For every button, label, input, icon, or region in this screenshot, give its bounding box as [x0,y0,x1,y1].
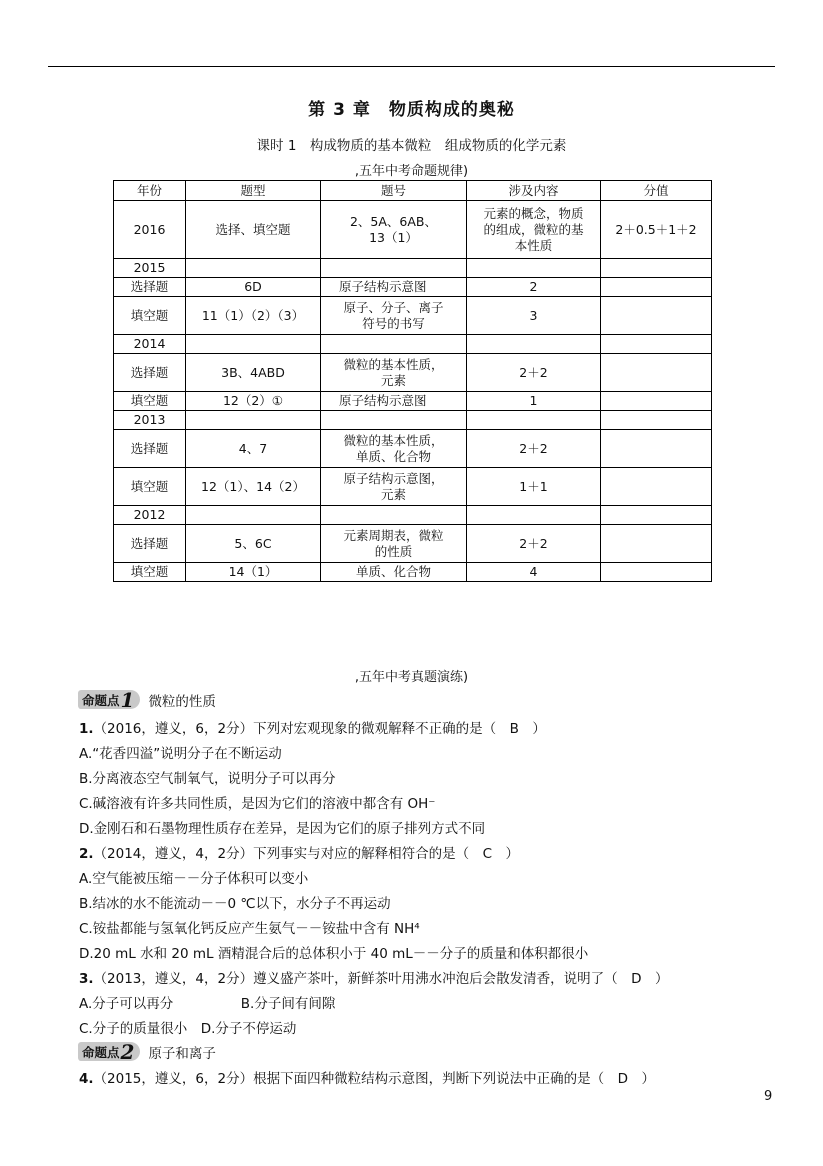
topic-badge-label: 命题点 [82,1044,120,1060]
table-cell: 2016 [114,201,186,259]
table-cell-year: 2012 [114,506,186,525]
table-row [114,563,712,582]
question-number: 4. [79,1071,94,1087]
table-cell [467,411,601,430]
table-row [114,278,712,297]
table-header-cell: 分值 [601,181,712,201]
table-cell [601,335,712,354]
table-cell: 原子结构示意图， 元素 [321,468,467,506]
table-cell [601,506,712,525]
table-cell: 6D [186,278,321,297]
option-2d: D.20 mL 水和 20 mL 酒精混合后的总体积小于 40 mL－－分子的质量和体积都很小 [79,946,589,962]
header-rule [48,66,775,67]
topic-badge-number: 2 [120,1039,135,1064]
table-cell: 选择题 [114,354,186,392]
table-cell [321,411,467,430]
table-cell: 选择题 [114,278,186,297]
table-row [114,392,712,411]
page-number: 9 [764,1089,773,1104]
question-number: 1. [79,721,94,737]
topic-tag-1 [78,687,216,712]
table-cell [467,259,601,278]
table-cell: 1＋1 [467,468,601,506]
table-header-cell: 题号 [321,181,467,201]
table-cell: 1 [467,392,601,411]
table-cell: 5、6C [186,525,321,563]
table-cell: 元素的概念，物质 的组成，微粒的基 本性质 [467,201,601,259]
option-3cd: C.分子的质量很小 D.分子不停运动 [79,1021,297,1037]
question-3 [79,967,668,987]
table-cell: 微粒的基本性质， 单质、化合物 [321,430,467,468]
table-cell-year: 2015 [114,259,186,278]
table-cell [186,259,321,278]
table-cell [186,411,321,430]
table-cell: 元素周期表，微粒 的性质 [321,525,467,563]
table-cell: 2＋2 [467,430,601,468]
table-row [114,525,712,563]
table-cell: 单质、化合物 [321,563,467,582]
question-number: 2. [79,846,94,862]
lesson-title: 课时 1 构成物质的基本微粒 组成物质的化学元素 [256,138,567,154]
table-cell [467,335,601,354]
question-2 [79,842,519,862]
topic-name: 微粒的性质 [148,693,216,710]
table-cell [186,506,321,525]
table-cell [601,297,712,335]
table-cell: 2 [467,278,601,297]
table-row [114,506,712,525]
table-cell: 2＋2 [467,354,601,392]
topic-badge [78,687,140,712]
option-2c: C.铵盐都能与氢氧化钙反应产生氨气－－铵盐中含有 NH⁴ [79,921,420,937]
table-cell-year: 2014 [114,335,186,354]
table-cell [601,525,712,563]
table-row [114,354,712,392]
question-stem: （2013，遵义，4，2分）遵义盛产茶叶，新鲜茶叶用沸水冲泡后会散发清香，说明了（ D ） [93,971,669,987]
table-cell [601,468,712,506]
table-row [114,297,712,335]
table-cell: 12（2）① [186,392,321,411]
question-stem: （2015，遵义，6，2分）根据下面四种微粒结构示意图，判断下列说法中正确的是（ D ） [93,1071,655,1087]
table-cell [321,506,467,525]
table-cell: 2＋2 [467,525,601,563]
table-cell [601,392,712,411]
table-row [114,468,712,506]
chapter-title: 第 3 章 物质构成的奥秘 [308,100,515,120]
table-cell [601,563,712,582]
option-2b: B.结冰的水不能流动－－0 ℃以下，水分子不再运动 [79,896,391,912]
table-cell: 微粒的基本性质， 元素 [321,354,467,392]
table-header-row [114,181,712,201]
table-cell: 选择题 [114,430,186,468]
table-header-cell: 题型 [186,181,321,201]
question-number: 3. [79,971,94,987]
exam-law-table [113,180,712,582]
table-cell [601,430,712,468]
table-cell: 2＋0.5＋1＋2 [601,201,712,259]
table-cell: 选择题 [114,525,186,563]
table-cell: 填空题 [114,392,186,411]
table-cell: 4、7 [186,430,321,468]
table-cell: 填空题 [114,563,186,582]
option-1c: C.碱溶液有许多共同性质，是因为它们的溶液中都含有 OH⁻ [79,796,436,812]
table-cell [601,354,712,392]
table-row [114,335,712,354]
table-cell: 12（1）、14（2） [186,468,321,506]
question-4 [79,1067,655,1087]
table-cell-year: 2013 [114,411,186,430]
question-stem: （2014，遵义，4，2分）下列事实与对应的解释相符合的是（ C ） [93,846,519,862]
table-cell: 原子结构示意图 [321,278,467,297]
option-2a: A.空气能被压缩－－分子体积可以变小 [79,871,309,887]
option-1d: D.金刚石和石墨物理性质存在差异，是因为它们的原子排列方式不同 [79,821,486,837]
table-row [114,430,712,468]
table-cell: 原子、分子、离子 符号的书写 [321,297,467,335]
option-1b: B.分离液态空气制氧气，说明分子可以再分 [79,771,336,787]
table-cell [186,335,321,354]
table-cell: 填空题 [114,297,186,335]
topic-badge-number: 1 [120,687,135,712]
table-cell: 填空题 [114,468,186,506]
table-cell [321,259,467,278]
table-row [114,411,712,430]
topic-badge [78,1039,140,1064]
table-cell [321,335,467,354]
topic-badge-label: 命题点 [82,692,120,708]
table-header-cell: 年份 [114,181,186,201]
table-cell: 14（1） [186,563,321,582]
question-1 [79,717,546,737]
table-cell: 4 [467,563,601,582]
table-row [114,201,712,259]
table-cell [601,411,712,430]
table-cell: 2、5A、6AB、 13（1） [321,201,467,259]
table-cell [601,259,712,278]
table-cell [467,506,601,525]
topic-name: 原子和离子 [148,1045,216,1062]
option-1a: A.“花香四溢”说明分子在不断运动 [79,746,282,762]
question-stem: （2016，遵义，6，2分）下列对宏观现象的微观解释不正确的是（ B ） [93,721,546,737]
table-cell: 3B、4ABD [186,354,321,392]
table-cell: 3 [467,297,601,335]
section-heading-law: ,五年中考命题规律) [354,164,469,179]
section-heading-practice: ,五年中考真题演练) [354,670,469,685]
topic-tag-2 [78,1039,216,1064]
table-row [114,259,712,278]
table-cell: 原子结构示意图 [321,392,467,411]
table-cell [601,278,712,297]
table-header-cell: 涉及内容 [467,181,601,201]
table-cell: 选择、填空题 [186,201,321,259]
option-3ab: A.分子可以再分 B.分子间有间隙 [79,996,336,1012]
table-cell: 11（1）（2）（3） [186,297,321,335]
